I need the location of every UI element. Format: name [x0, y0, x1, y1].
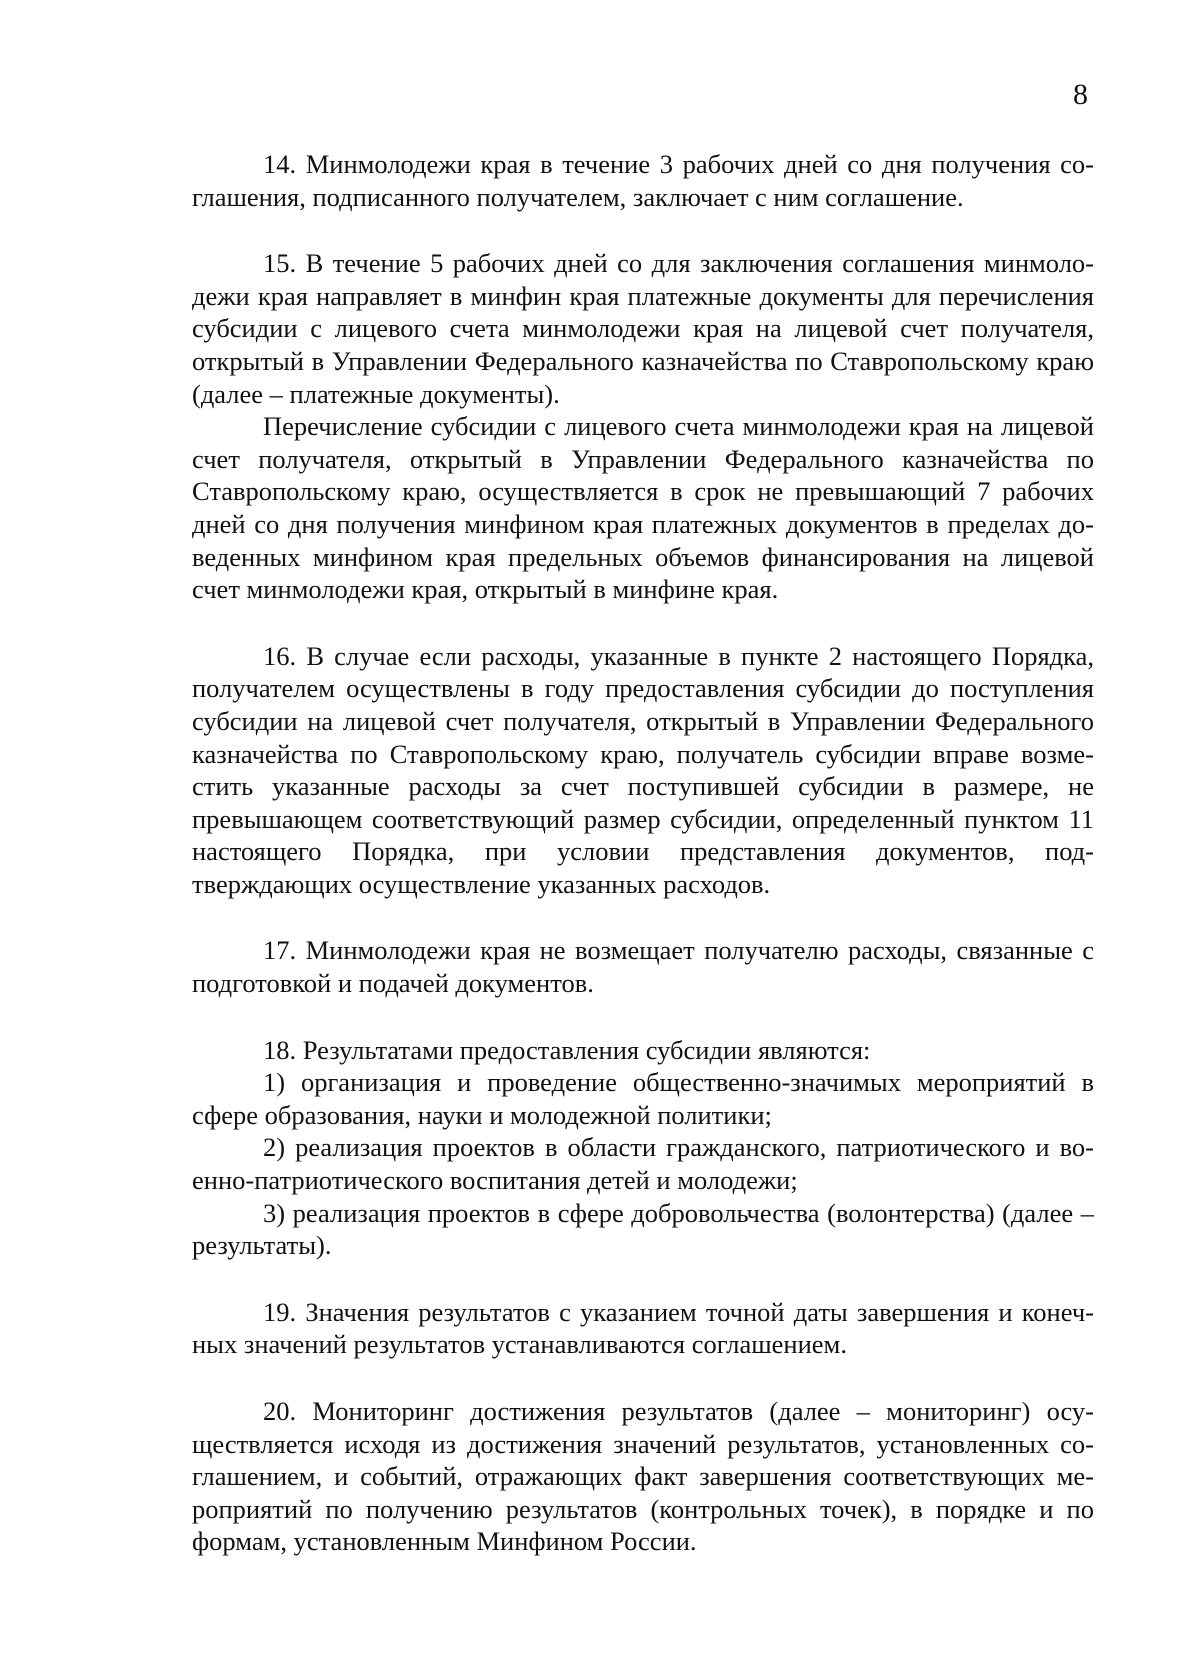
paragraph-18-item-3: 3) реализация проектов в сфере добровольчества (волонтерства) (далее – результаты). — [192, 1197, 1094, 1261]
paragraph-19: 19. Значения результатов с указанием точной даты завершения и конечных значений результатов устанавливаются соглашением. — [192, 1296, 1094, 1360]
paragraph-14: 14. Минмолодежи края в течение 3 рабочих дней со дня получения соглашения, подписанного получателем, заключает с ним соглашение. — [192, 149, 1094, 212]
paragraph-18: 18. Результатами предоставления субсидии являются: — [263, 1034, 871, 1065]
paragraph-15-transfer: Перечисление субсидии с лицевого счета минмолодежи края на лицевой счет получателя, открытый в Управлении Федерального казначейства по Ставропольскому краю, осуществляется в срок не превышающий 7 рабочих дней со дня получения минфином края платежных документов в пределах доведенных минфином края предельных объемов финансирования на лицевой счет минмолодежи края, открытый в минфине края. — [192, 411, 1094, 605]
paragraph-18-item-1: 1) организация и проведение общественно-значимых мероприятий в сфере образования, науки и молодежной политики; — [192, 1067, 1094, 1130]
paragraph-18-item-2: 2) реализация проектов в области гражданского, патриотического и военно-патриотического воспитания детей и молодежи; — [192, 1132, 1094, 1196]
paragraph-15: 15. В течение 5 рабочих дней со для заключения соглашения минмолодежи края направляет в минфин края платежные документы для перечисления субсидии с лицевого счета минмолодежи края на лицевой счет получателя, открытый в Управлении Федерального казначейства по Ставропольскому краю (далее – платежные документы). — [192, 248, 1094, 409]
paragraph-20: 20. Мониторинг достижения результатов (далее – мониторинг) осуществляется исходя из достижения значений результатов, установленных соглашением, и событий, отражающих факт завершения соответствующих мероприятий по получению результатов (контрольных точек), в порядке и по формам, установленным Минфином России. — [192, 1396, 1094, 1557]
page-number: 8 — [1073, 78, 1088, 111]
paragraph-16: 16. В случае если расходы, указанные в пункте 2 настоящего Порядка, получателем осуществлены в году предоставления субсидии до поступления субсидии на лицевой счет получателя, открытый в Управлении Федерального казначейства по Ставропольскому краю, получатель субсидии вправе возместить указанные расходы за счет поступившей субсидии в размере, не превышающем соответствующий размер субсидии, определенный пунктом 11 настоящего Порядка, при условии представления документов, подтверждающих осуществление указанных расходов. — [192, 640, 1094, 899]
paragraph-17: 17. Минмолодежи края не возмещает получателю расходы, связанные с подготовкой и подачей документов. — [192, 935, 1094, 999]
document-body — [192, 148, 1094, 1558]
